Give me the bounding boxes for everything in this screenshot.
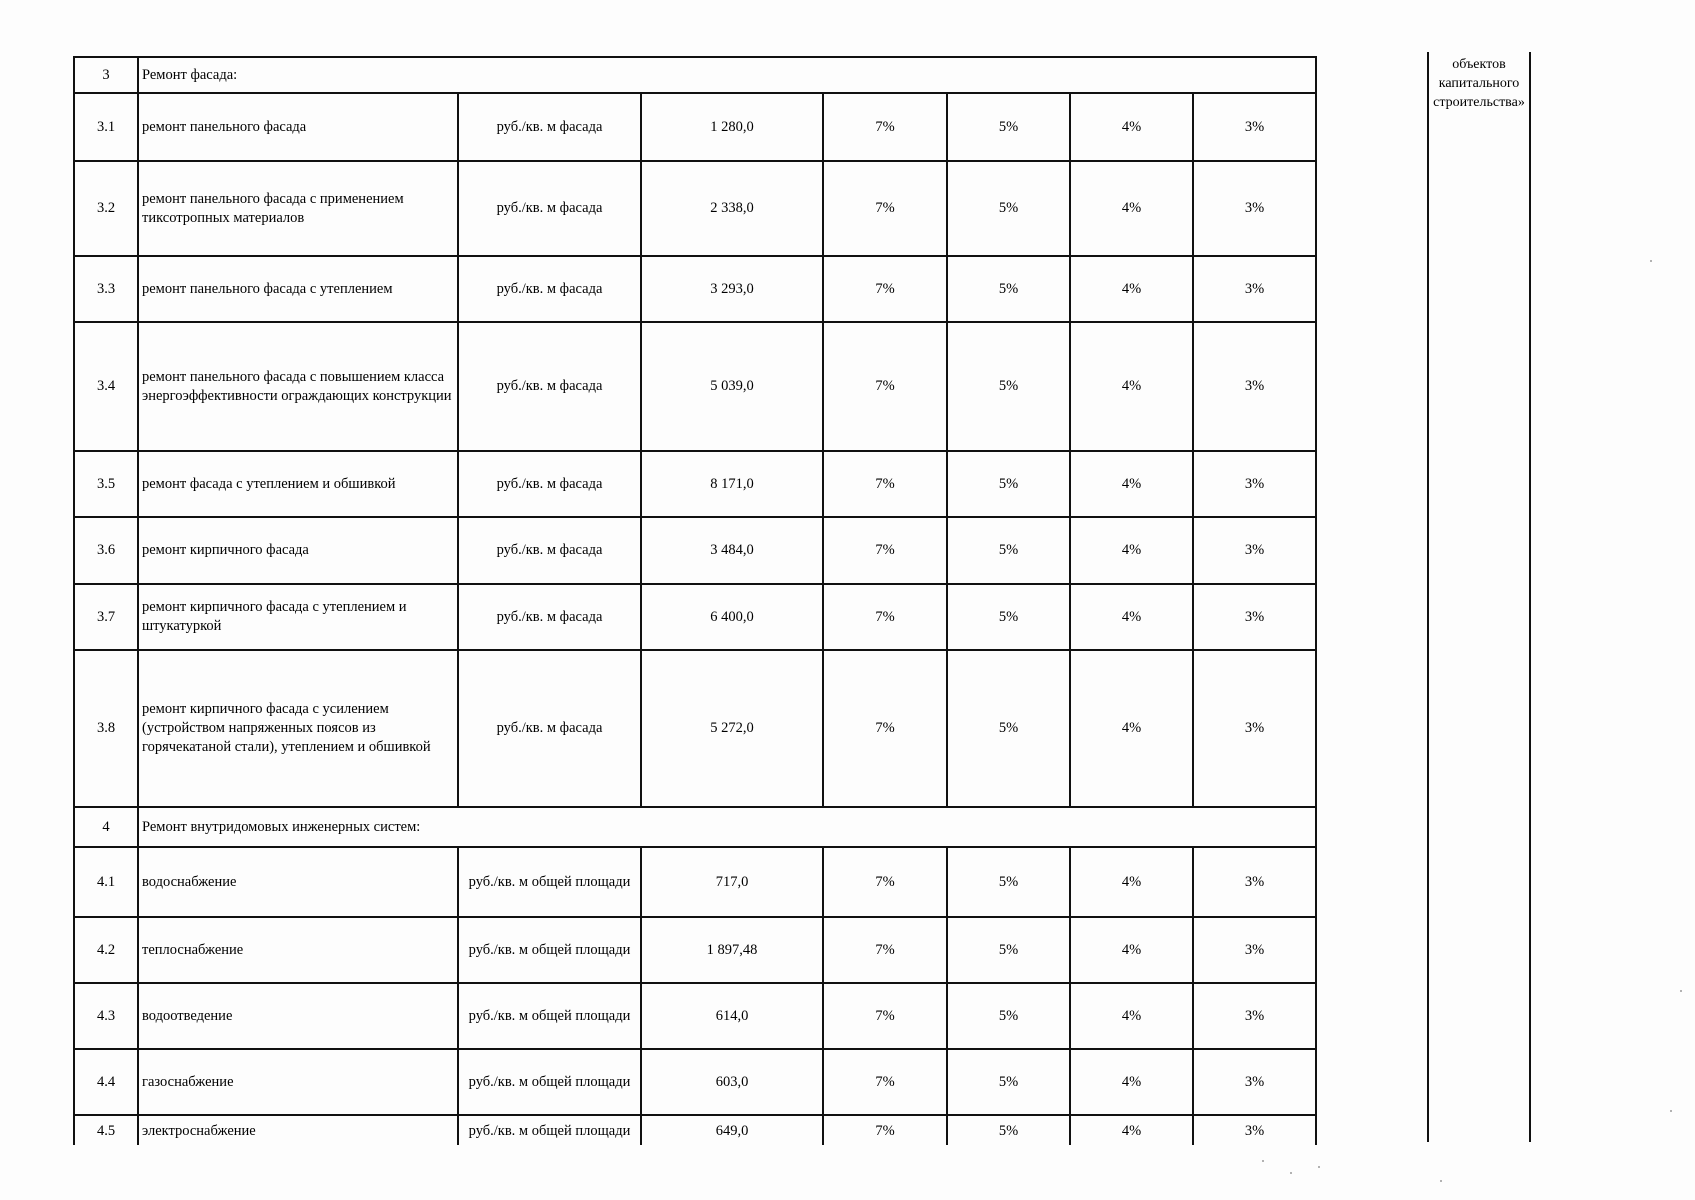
percent-cell-3: 4% [1070, 917, 1193, 983]
scan-speck [1262, 1160, 1264, 1162]
row-number: 4.4 [74, 1049, 138, 1115]
work-name: электроснабжение [138, 1115, 458, 1145]
cost-table [73, 56, 1317, 1145]
section-row-4 [74, 807, 1316, 847]
unit-cell: руб./кв. м фасада [458, 650, 641, 807]
unit-cell: руб./кв. м фасада [458, 584, 641, 650]
percent-cell-3: 4% [1070, 451, 1193, 517]
scan-speck [1290, 1172, 1292, 1174]
unit-cell: руб./кв. м общей площади [458, 983, 641, 1049]
percent-cell-3: 4% [1070, 256, 1193, 322]
section-title: Ремонт внутридомовых инженерных систем: [138, 807, 1316, 847]
work-name: ремонт кирпичного фасада с утеплением и штукатуркой [138, 584, 458, 650]
percent-cell-1: 7% [823, 322, 947, 451]
cost-value: 717,0 [641, 847, 823, 917]
percent-cell-2: 5% [947, 517, 1070, 584]
cost-value: 3 484,0 [641, 517, 823, 584]
unit-cell: руб./кв. м общей площади [458, 847, 641, 917]
side-note-text: объектов капитального строительства» [1433, 57, 1525, 110]
percent-cell-4: 3% [1193, 584, 1316, 650]
table-row [74, 584, 1316, 650]
percent-cell-4: 3% [1193, 1049, 1316, 1115]
percent-cell-3: 4% [1070, 161, 1193, 256]
percent-cell-3: 4% [1070, 1115, 1193, 1145]
row-number: 4.3 [74, 983, 138, 1049]
work-name: ремонт кирпичного фасада с усилением (устройством напряженных поясов из горячекатаной стали), утеплением и обшивкой [138, 650, 458, 807]
percent-cell-3: 4% [1070, 983, 1193, 1049]
percent-cell-4: 3% [1193, 917, 1316, 983]
work-name: газоснабжение [138, 1049, 458, 1115]
percent-cell-4: 3% [1193, 650, 1316, 807]
percent-cell-4: 3% [1193, 451, 1316, 517]
percent-cell-4: 3% [1193, 847, 1316, 917]
cost-value: 5 272,0 [641, 650, 823, 807]
row-number: 3.7 [74, 584, 138, 650]
row-number: 3.5 [74, 451, 138, 517]
section-title: Ремонт фасада: [138, 57, 1316, 93]
row-number: 3.6 [74, 517, 138, 584]
percent-cell-4: 3% [1193, 322, 1316, 451]
table-row [74, 451, 1316, 517]
scan-speck [1680, 990, 1682, 992]
table-row [74, 517, 1316, 584]
row-number: 3.4 [74, 322, 138, 451]
row-number: 4.1 [74, 847, 138, 917]
cost-value: 649,0 [641, 1115, 823, 1145]
table-body [74, 57, 1316, 1145]
work-name: ремонт панельного фасада [138, 93, 458, 161]
percent-cell-2: 5% [947, 917, 1070, 983]
table-row [74, 161, 1316, 256]
table-row [74, 93, 1316, 161]
percent-cell-4: 3% [1193, 517, 1316, 584]
percent-cell-2: 5% [947, 322, 1070, 451]
percent-cell-2: 5% [947, 1049, 1070, 1115]
cost-value: 5 039,0 [641, 322, 823, 451]
row-number: 3.1 [74, 93, 138, 161]
table-row [74, 650, 1316, 807]
unit-cell: руб./кв. м фасада [458, 517, 641, 584]
table-row [74, 917, 1316, 983]
percent-cell-2: 5% [947, 983, 1070, 1049]
scan-speck [1318, 1166, 1320, 1168]
percent-cell-1: 7% [823, 584, 947, 650]
percent-cell-3: 4% [1070, 650, 1193, 807]
scan-speck [1670, 1110, 1672, 1112]
row-number: 3 [74, 57, 138, 93]
percent-cell-3: 4% [1070, 847, 1193, 917]
percent-cell-2: 5% [947, 161, 1070, 256]
row-number: 3.2 [74, 161, 138, 256]
table-row [74, 1115, 1316, 1145]
cost-value: 1 897,48 [641, 917, 823, 983]
percent-cell-3: 4% [1070, 93, 1193, 161]
cost-value: 8 171,0 [641, 451, 823, 517]
row-number: 4 [74, 807, 138, 847]
table-row [74, 322, 1316, 451]
percent-cell-4: 3% [1193, 93, 1316, 161]
unit-cell: руб./кв. м фасада [458, 256, 641, 322]
unit-cell: руб./кв. м общей площади [458, 917, 641, 983]
row-number: 4.5 [74, 1115, 138, 1145]
cost-value: 3 293,0 [641, 256, 823, 322]
table-row [74, 1049, 1316, 1115]
percent-cell-3: 4% [1070, 584, 1193, 650]
percent-cell-2: 5% [947, 256, 1070, 322]
percent-cell-1: 7% [823, 983, 947, 1049]
row-number: 3.8 [74, 650, 138, 807]
unit-cell: руб./кв. м фасада [458, 161, 641, 256]
percent-cell-3: 4% [1070, 1049, 1193, 1115]
unit-cell: руб./кв. м общей площади [458, 1115, 641, 1145]
table-row [74, 847, 1316, 917]
percent-cell-1: 7% [823, 847, 947, 917]
cost-value: 2 338,0 [641, 161, 823, 256]
table-row [74, 983, 1316, 1049]
percent-cell-2: 5% [947, 451, 1070, 517]
unit-cell: руб./кв. м фасада [458, 93, 641, 161]
percent-cell-1: 7% [823, 517, 947, 584]
work-name: водоотведение [138, 983, 458, 1049]
percent-cell-1: 7% [823, 650, 947, 807]
cost-value: 603,0 [641, 1049, 823, 1115]
percent-cell-3: 4% [1070, 322, 1193, 451]
percent-cell-1: 7% [823, 1115, 947, 1145]
percent-cell-3: 4% [1070, 517, 1193, 584]
percent-cell-1: 7% [823, 256, 947, 322]
section-row-3 [74, 57, 1316, 93]
work-name: ремонт фасада с утеплением и обшивкой [138, 451, 458, 517]
row-number: 3.3 [74, 256, 138, 322]
percent-cell-2: 5% [947, 93, 1070, 161]
unit-cell: руб./кв. м фасада [458, 451, 641, 517]
percent-cell-4: 3% [1193, 256, 1316, 322]
unit-cell: руб./кв. м общей площади [458, 1049, 641, 1115]
percent-cell-2: 5% [947, 584, 1070, 650]
work-name: ремонт панельного фасада с утеплением [138, 256, 458, 322]
work-name: теплоснабжение [138, 917, 458, 983]
percent-cell-2: 5% [947, 847, 1070, 917]
work-name: ремонт панельного фасада с повышением класса энергоэффективности ограждающих конструкции [138, 322, 458, 451]
percent-cell-4: 3% [1193, 1115, 1316, 1145]
cost-value: 614,0 [641, 983, 823, 1049]
side-note-column [1427, 52, 1531, 1142]
cost-value: 1 280,0 [641, 93, 823, 161]
percent-cell-1: 7% [823, 161, 947, 256]
scan-speck [1650, 260, 1652, 262]
cost-value: 6 400,0 [641, 584, 823, 650]
percent-cell-2: 5% [947, 1115, 1070, 1145]
percent-cell-1: 7% [823, 451, 947, 517]
row-number: 4.2 [74, 917, 138, 983]
unit-cell: руб./кв. м фасада [458, 322, 641, 451]
percent-cell-1: 7% [823, 917, 947, 983]
percent-cell-1: 7% [823, 1049, 947, 1115]
percent-cell-2: 5% [947, 650, 1070, 807]
scan-speck [1440, 1180, 1442, 1182]
table-row [74, 256, 1316, 322]
percent-cell-1: 7% [823, 93, 947, 161]
work-name: ремонт кирпичного фасада [138, 517, 458, 584]
work-name: ремонт панельного фасада с применением тиксотропных материалов [138, 161, 458, 256]
percent-cell-4: 3% [1193, 161, 1316, 256]
work-name: водоснабжение [138, 847, 458, 917]
percent-cell-4: 3% [1193, 983, 1316, 1049]
